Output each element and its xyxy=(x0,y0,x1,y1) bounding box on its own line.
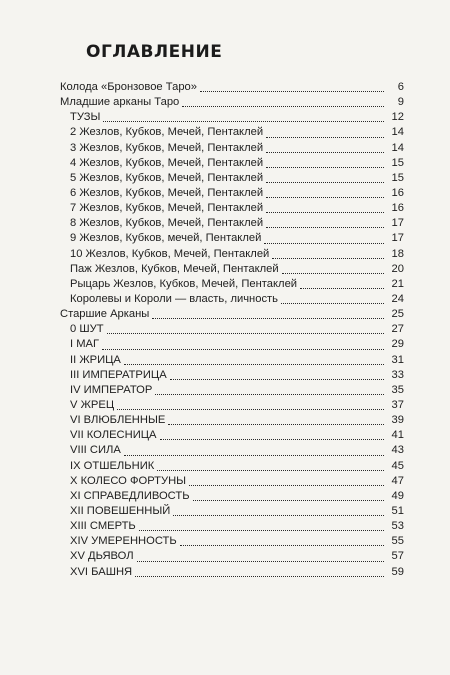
dot-leader xyxy=(152,317,384,319)
toc-entry-label: IV ИМПЕРАТОР xyxy=(70,383,153,396)
dot-leader xyxy=(124,454,384,456)
dot-leader xyxy=(168,423,384,425)
toc-entry-page-number: 47 xyxy=(391,474,404,487)
toc-entry xyxy=(60,534,404,549)
toc-entry-label: XI СПРАВЕДЛИВОСТЬ xyxy=(70,489,190,502)
dot-leader xyxy=(135,575,384,577)
toc-entry-page-number: 37 xyxy=(391,398,404,411)
toc-entry xyxy=(60,201,404,216)
toc-entry-label: II ЖРИЦА xyxy=(70,353,121,366)
toc-entry-label: VIII СИЛА xyxy=(70,444,121,457)
toc-entry-page-number: 33 xyxy=(391,368,404,381)
toc-entry-page-number: 16 xyxy=(391,202,404,215)
toc-entry-page-number: 6 xyxy=(397,81,404,93)
toc-entry xyxy=(60,428,404,443)
toc-entry-label: XVI БАШНЯ xyxy=(70,565,133,578)
toc-entry-page-number: 9 xyxy=(397,96,404,109)
toc-entry-page-number: 53 xyxy=(391,520,404,533)
toc-entry-label: Колода «Бронзовое Таро» xyxy=(60,81,197,93)
toc-entry xyxy=(60,216,404,231)
dot-leader xyxy=(155,393,384,395)
toc-entry xyxy=(60,383,404,398)
toc-entry-page-number: 16 xyxy=(391,186,404,199)
dot-leader xyxy=(160,438,385,440)
toc-entry xyxy=(60,171,404,186)
toc-entry xyxy=(60,549,404,564)
toc-entry xyxy=(60,474,404,489)
toc-entry xyxy=(60,413,404,428)
toc-entry xyxy=(60,247,404,262)
dot-leader xyxy=(170,378,384,380)
toc-entry-label: Королевы и Короли — власть, личность xyxy=(70,292,279,305)
toc-entry xyxy=(60,277,404,292)
dot-leader xyxy=(266,181,384,183)
toc-entry-label: I МАГ xyxy=(70,338,100,351)
toc-entry-label: XIV УМЕРЕННОСТЬ xyxy=(70,535,177,548)
toc-entry xyxy=(60,322,404,337)
toc-entry xyxy=(60,95,404,110)
dot-leader xyxy=(266,211,384,213)
toc-entry-label: ТУЗЫ xyxy=(70,111,101,124)
dot-leader xyxy=(266,166,384,168)
toc-entry-label: Младшие арканы Таро xyxy=(60,96,180,109)
toc-entry-page-number: 59 xyxy=(391,565,404,578)
dot-leader xyxy=(182,105,384,107)
dot-leader xyxy=(107,332,384,334)
toc-entry-page-number: 21 xyxy=(391,277,404,290)
toc-entry-page-number: 20 xyxy=(391,262,404,275)
toc-entry-page-number: 17 xyxy=(391,232,404,245)
toc-entry-page-number: 57 xyxy=(391,550,404,563)
toc-entry-page-number: 51 xyxy=(391,504,404,517)
toc-entry xyxy=(60,489,404,504)
toc-entry xyxy=(60,156,404,171)
dot-leader xyxy=(180,544,384,546)
toc-entry-label: 0 ШУТ xyxy=(70,323,104,336)
toc-entry-label: 5 Жезлов, Кубков, Мечей, Пентаклей xyxy=(70,171,264,184)
dot-leader xyxy=(266,226,384,228)
toc-entry-page-number: 29 xyxy=(391,338,404,351)
dot-leader xyxy=(173,514,384,516)
dot-leader xyxy=(272,257,384,259)
dot-leader xyxy=(193,499,384,501)
toc-entry-label: IX ОТШЕЛЬНИК xyxy=(70,459,155,472)
toc-entry-label: 3 Жезлов, Кубков, Мечей, Пентаклей xyxy=(70,141,264,154)
toc-entry-page-number: 24 xyxy=(391,292,404,305)
toc-entry-page-number: 27 xyxy=(391,323,404,336)
toc-entry-page-number: 45 xyxy=(391,459,404,472)
toc-entry-page-number: 12 xyxy=(391,111,404,124)
dot-leader xyxy=(281,302,384,304)
toc-entry xyxy=(60,292,404,307)
toc-entry-page-number: 17 xyxy=(391,217,404,230)
toc-entry xyxy=(60,110,404,125)
toc-entry-page-number: 35 xyxy=(391,383,404,396)
toc-entry-page-number: 55 xyxy=(391,535,404,548)
dot-leader xyxy=(264,242,384,244)
toc-entry xyxy=(60,307,404,322)
dot-leader xyxy=(124,363,384,365)
toc-entry-label: Паж Жезлов, Кубков, Мечей, Пентаклей xyxy=(70,262,279,275)
dot-leader xyxy=(157,469,384,471)
toc-entry-label: V ЖРЕЦ xyxy=(70,398,115,411)
toc-entry-label: VII КОЛЕСНИЦА xyxy=(70,429,157,442)
toc-entry-page-number: 43 xyxy=(391,444,404,457)
toc-entry-label: VI ВЛЮБЛЕННЫЕ xyxy=(70,414,166,427)
toc-entry-label: Старшие Арканы xyxy=(60,308,150,321)
toc-entry xyxy=(60,504,404,519)
dot-leader xyxy=(266,196,384,198)
toc-entry xyxy=(60,125,404,140)
toc-entry xyxy=(60,398,404,413)
dot-leader xyxy=(117,408,384,410)
dot-leader xyxy=(103,120,384,122)
dot-leader xyxy=(282,272,384,274)
toc-entry xyxy=(60,141,404,156)
toc-entry-page-number: 39 xyxy=(391,414,404,427)
toc-entry-page-number: 15 xyxy=(391,156,404,169)
toc-entry xyxy=(60,443,404,458)
toc-entry xyxy=(60,459,404,474)
toc-entry-page-number: 14 xyxy=(391,126,404,139)
toc-entry-label: XIII СМЕРТЬ xyxy=(70,520,136,533)
toc-entry-label: XV ДЬЯВОЛ xyxy=(70,550,134,563)
toc-entry xyxy=(60,262,404,277)
dot-leader xyxy=(266,136,384,138)
toc-entry-label: XII ПОВЕШЕННЫЙ xyxy=(70,504,171,517)
toc-entry xyxy=(60,186,404,201)
toc-entry-label: III ИМПЕРАТРИЦА xyxy=(70,368,167,381)
toc-entry xyxy=(60,368,404,383)
toc-entry xyxy=(60,565,404,580)
toc-entry-page-number: 15 xyxy=(391,171,404,184)
toc-entry-page-number: 41 xyxy=(391,429,404,442)
dot-leader xyxy=(200,90,384,92)
toc-entry-page-number: 14 xyxy=(391,141,404,154)
page-title: ОГЛАВЛЕНИЕ xyxy=(86,42,223,62)
toc-entry xyxy=(60,337,404,352)
dot-leader xyxy=(139,529,384,531)
dot-leader xyxy=(266,151,384,153)
dot-leader xyxy=(137,560,384,562)
toc-entry-label: Рыцарь Жезлов, Кубков, Мечей, Пентаклей xyxy=(70,277,298,290)
toc-entry xyxy=(60,519,404,534)
table-of-contents xyxy=(60,80,404,580)
toc-entry-page-number: 25 xyxy=(391,308,404,321)
dot-leader xyxy=(300,287,384,289)
toc-entry-label: 7 Жезлов, Кубков, Мечей, Пентаклей xyxy=(70,202,264,215)
toc-entry-page-number: 18 xyxy=(391,247,404,260)
toc-entry-label: 10 Жезлов, Кубков, Мечей, Пентаклей xyxy=(70,247,270,260)
toc-entry xyxy=(60,353,404,368)
toc-entry-label: 4 Жезлов, Кубков, Мечей, Пентаклей xyxy=(70,156,264,169)
dot-leader xyxy=(189,484,384,486)
toc-entry-page-number: 31 xyxy=(391,353,404,366)
toc-entry-label: 6 Жезлов, Кубков, Мечей, Пентаклей xyxy=(70,186,264,199)
toc-entry xyxy=(60,231,404,246)
toc-entry-label: 9 Жезлов, Кубков, мечей, Пентаклей xyxy=(70,232,262,245)
toc-entry-label: 8 Жезлов, Кубков, Мечей, Пентаклей xyxy=(70,217,264,230)
dot-leader xyxy=(102,348,384,350)
toc-entry-label: X КОЛЕСО ФОРТУНЫ xyxy=(70,474,187,487)
toc-entry xyxy=(60,80,404,95)
toc-entry-label: 2 Жезлов, Кубков, Мечей, Пентаклей xyxy=(70,126,264,139)
toc-entry-page-number: 49 xyxy=(391,489,404,502)
